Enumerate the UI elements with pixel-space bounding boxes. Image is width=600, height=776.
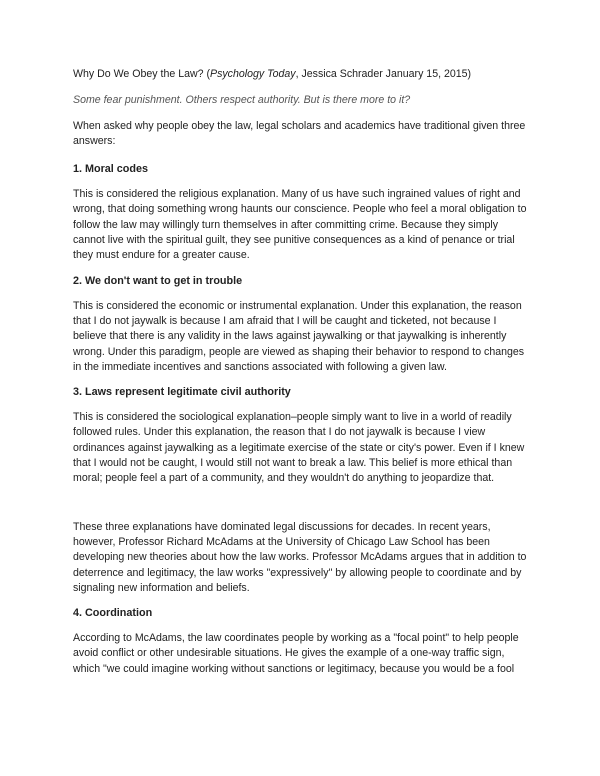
bridge-paragraph: These three explanations have dominated legal discussions for decades. In recent years, however, Professor Richard McAdams at the University of Chicago Law School has been developing new theories about how the law works. Professor McAdams argues that in addition to deterrence and legitimacy, the law works "expressively" by allowing people to coordinate and by signaling new information and beliefs. (73, 520, 527, 594)
title-source: Psychology Today (210, 68, 296, 80)
intro-paragraph: When asked why people obey the law, legal scholars and academics have traditional given three answers: (73, 119, 526, 147)
title-suffix: , Jessica Schrader January 15, 2015) (295, 68, 472, 80)
section-paragraph: This is considered the sociological explanation–people simply want to live in a world of readily followed rules. Under this explanation, the reason that I do not jaywalk is because I view ordinances against jaywalking as a legitimate exercise of the state or city's power. Even if I knew that I would not be caught, I would still not want to break a law. This belief is more ethical than moral; people feel a part of a community, and they wouldn't do anything to jeopardize that. (73, 411, 525, 485)
section-heading: 1. Moral codes (73, 163, 149, 176)
section-heading: 2. We don't want to get in trouble (73, 274, 243, 287)
section-heading: 3. Laws represent legitimate civil authority (73, 386, 291, 399)
section-paragraph: This is considered the economic or instrumental explanation. Under this explanation, the reason that I do not jaywalk is because I am afraid that I will be caught and ticketed, not because I believe that there is any validity in the laws against jaywalking or that jaywalking is inherently wrong. Under this paradigm, people are viewed as shaping their behavior to respond to changes in the immediate incentives and sanctions associated with following a given law. (73, 299, 525, 373)
section-heading: 4. Coordination (73, 607, 153, 620)
section-paragraph: According to McAdams, the law coordinates people by working as a "focal point" to help people avoid conflict or other undesirable situations. He gives the example of a one-way traffic sign, which "we could imagine working without sanctions or legitimacy, because you would be a fool (73, 632, 519, 675)
title-prefix: Why Do We Obey the Law? ( (73, 68, 210, 80)
document-subtitle: Some fear punishment. Others respect authority. But is there more to it? (73, 94, 411, 107)
section-paragraph: This is considered the religious explanation. Many of us have such ingrained values of right and wrong, that doing something wrong haunts our conscience. People who feel a moral obligation to follow the law may willingly turn themselves in after committing crime. Because they simply cannot live with the spiritual guilt, they see punitive consequences as a kind of penance or trial they must endure for a greater cause. (73, 188, 527, 262)
document-title (73, 67, 527, 82)
